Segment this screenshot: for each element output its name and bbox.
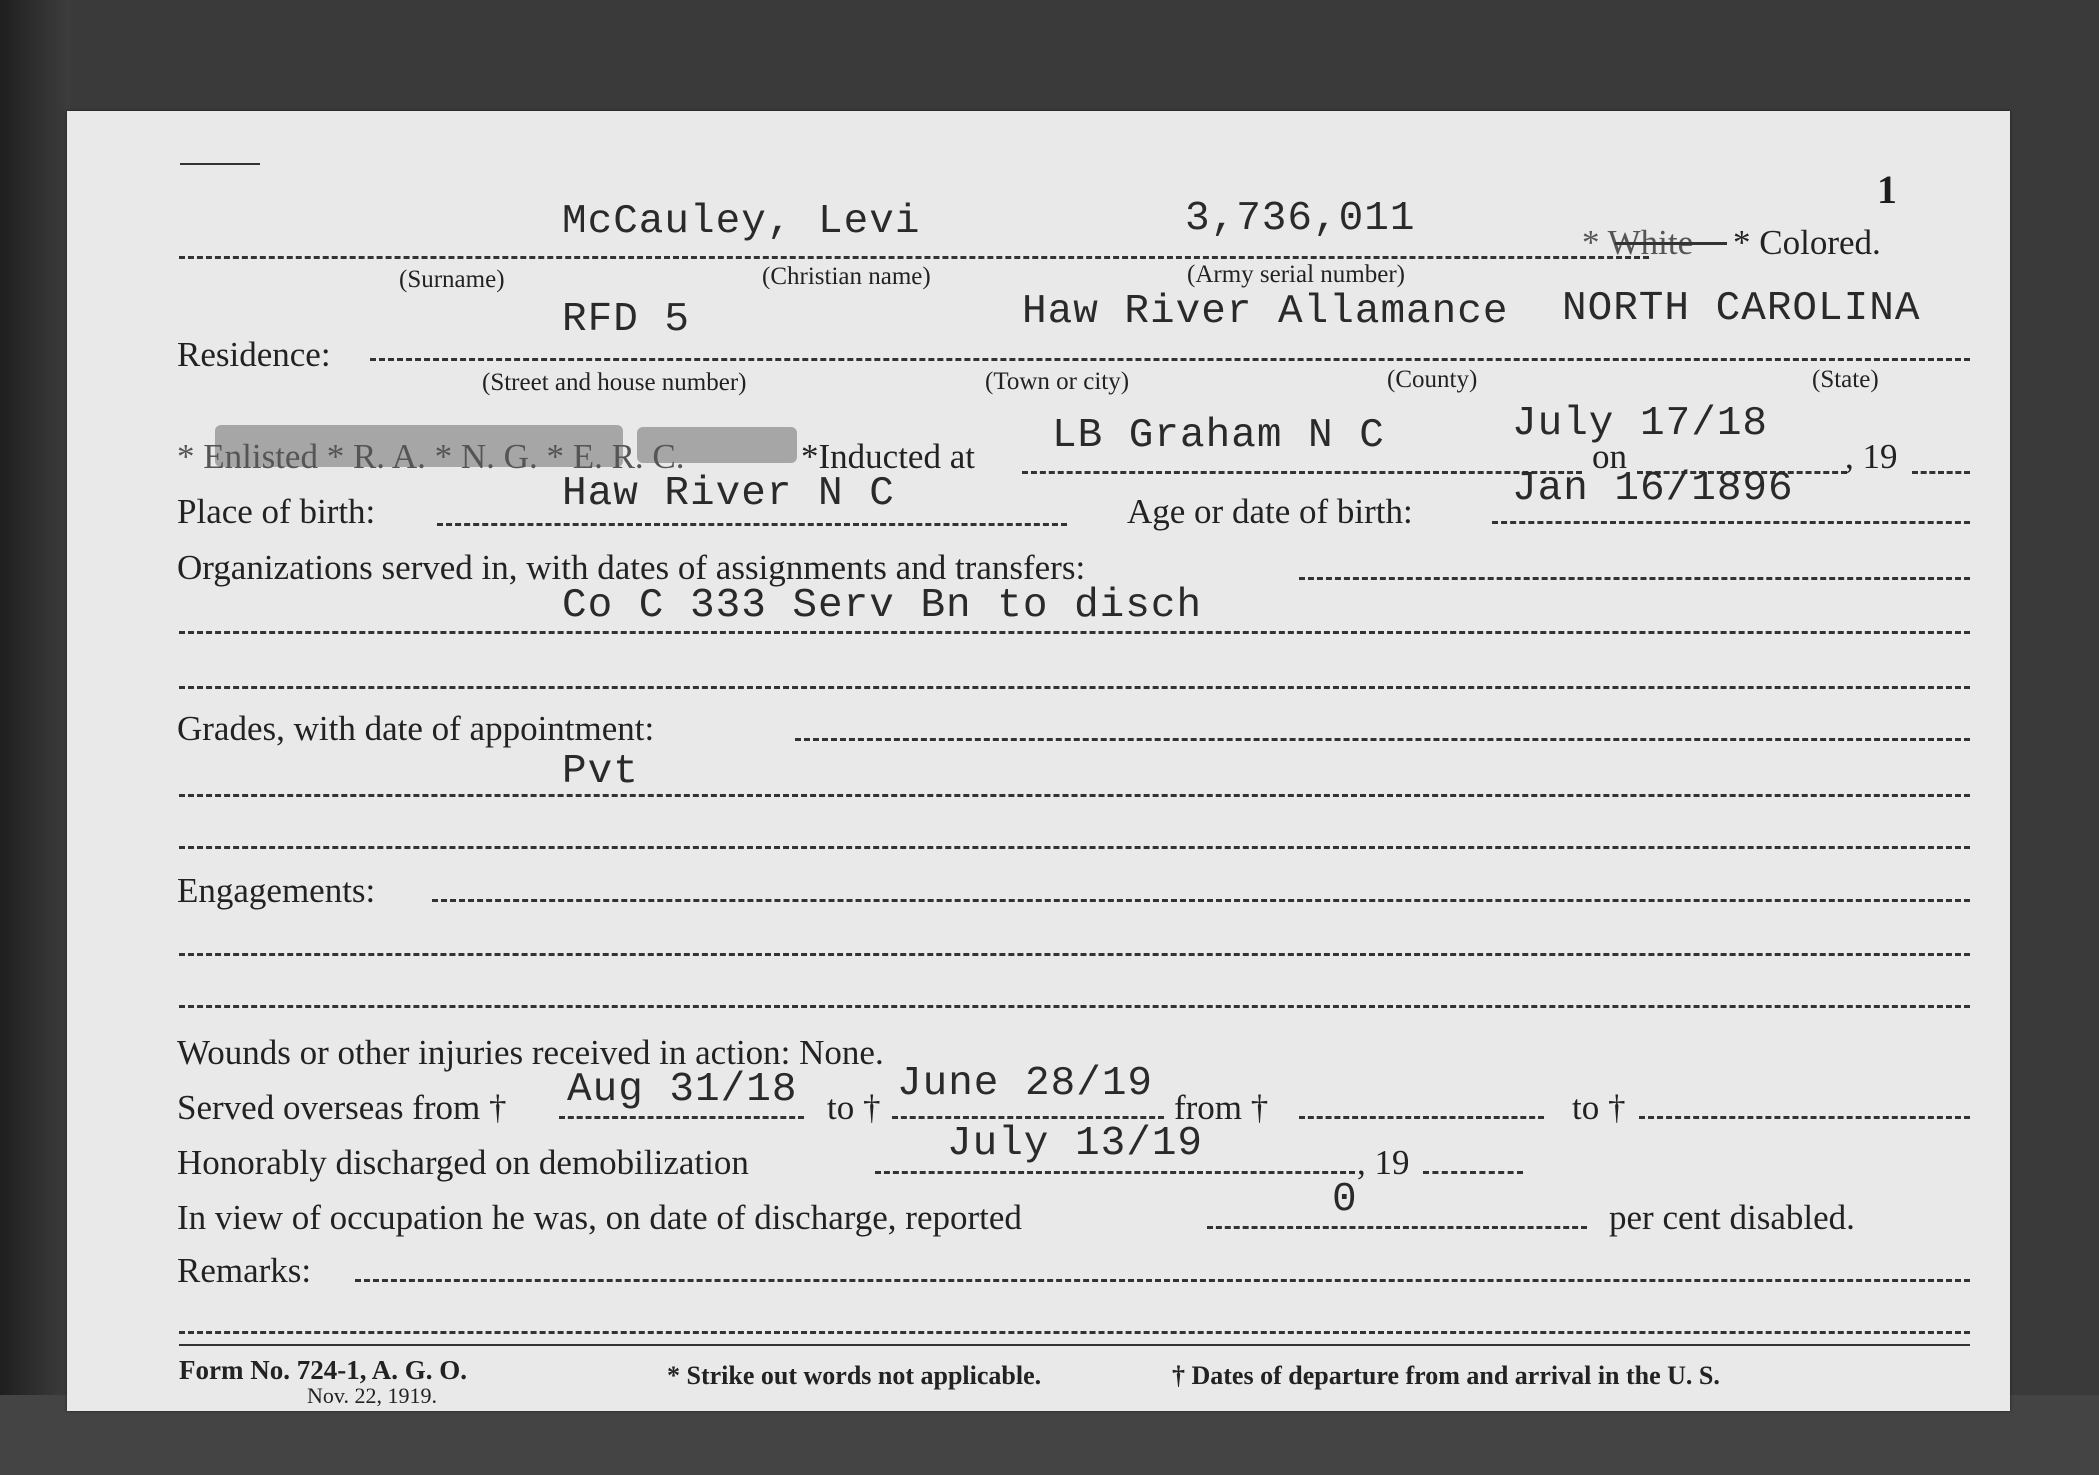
disability-line (1207, 1226, 1587, 1229)
organizations-line-1 (1299, 577, 1970, 580)
footer-rule (179, 1344, 1970, 1346)
engagements-line-3 (179, 1005, 1970, 1008)
inducted-year-line (1912, 471, 1970, 474)
dates-note: † Dates of departure from and arrival in the U. S. (1172, 1361, 1720, 1390)
remarks-line-2 (179, 1331, 1970, 1334)
caption-street: (Street and house number) (482, 369, 747, 396)
discharge-label: Honorably discharged on demobilization (177, 1143, 749, 1182)
overseas-from2-label: from † (1174, 1088, 1269, 1127)
overseas-to-label: to † (827, 1088, 881, 1127)
grades-line-3 (179, 846, 1970, 849)
organizations-value: Co C 333 Serv Bn to disch (562, 583, 1203, 629)
discharge-date-line (875, 1171, 1355, 1174)
form-date: Nov. 22, 1919. (307, 1383, 437, 1408)
engagements-line-1 (432, 899, 1970, 902)
race-white-strike (1615, 242, 1727, 245)
inducted-place-value: LB Graham N C (1052, 413, 1385, 459)
race-white-option: * White (1582, 223, 1694, 262)
caption-surname: (Surname) (399, 266, 505, 293)
overseas-to-value: June 28/19 (897, 1061, 1154, 1107)
remarks-label: Remarks: (177, 1251, 312, 1290)
name-line (179, 256, 1649, 259)
birthplace-value: Haw River N C (562, 471, 895, 517)
discharge-year-line (1423, 1171, 1523, 1174)
grades-label: Grades, with date of appointment: (177, 709, 655, 748)
overseas-from2-line (1299, 1116, 1544, 1119)
caption-town: (Town or city) (985, 368, 1130, 395)
age-label: Age or date of birth: (1127, 492, 1413, 531)
strike-note: * Strike out words not applicable. (667, 1361, 1042, 1390)
overseas-from-line (559, 1116, 804, 1119)
inducted-place-line (1022, 471, 1582, 474)
organizations-line-3 (179, 686, 1970, 689)
birthplace-label: Place of birth: (177, 492, 376, 531)
inducted-date-value: July 17/18 (1512, 401, 1769, 447)
grades-value: Pvt (562, 749, 639, 795)
inducted-on-label: on (1592, 437, 1627, 476)
service-record-card (67, 111, 2010, 1411)
grades-line-2 (179, 794, 1970, 797)
form-number: Form No. 724-1, A. G. O. (179, 1355, 467, 1385)
overseas-to2-label: to † (1572, 1088, 1626, 1127)
card-number: 1 (1877, 167, 1897, 212)
residence-label: Residence: (177, 335, 331, 374)
race-colored-option: * Colored. (1733, 223, 1881, 262)
engagements-line-2 (179, 953, 1970, 956)
birthplace-line (437, 523, 1067, 526)
inducted-label: *Inducted at (801, 437, 975, 476)
disability-value: 0 (1332, 1177, 1358, 1223)
residence-state-value: NORTH CAROLINA (1562, 286, 1921, 332)
overseas-from-value: Aug 31/18 (567, 1067, 798, 1113)
serial-number-value: 3,736,011 (1185, 196, 1416, 242)
discharge-date-value: July 13/19 (947, 1121, 1204, 1167)
scan-border-left (0, 0, 70, 1475)
birth-date-value: Jan 16/1896 (1512, 466, 1794, 512)
overseas-to2-line (1639, 1116, 1970, 1119)
organizations-label: Organizations served in, with dates of assignments and transfers: (177, 548, 1086, 587)
caption-christian-name: (Christian name) (762, 263, 931, 290)
residence-line (370, 358, 1970, 361)
disability-label: In view of occupation he was, on date of discharge, reported (177, 1198, 1022, 1237)
top-rule (180, 163, 260, 165)
organizations-line-2 (179, 631, 1970, 634)
inducted-year-suffix: , 19 (1845, 437, 1898, 476)
overseas-label: Served overseas from † (177, 1088, 507, 1127)
caption-state: (State) (1812, 366, 1879, 393)
disability-suffix: per cent disabled. (1609, 1198, 1855, 1237)
caption-serial-number: (Army serial number) (1187, 261, 1405, 288)
discharge-year-suffix: , 19 (1357, 1143, 1410, 1182)
birth-date-line (1492, 521, 1970, 524)
caption-county: (County) (1387, 366, 1478, 393)
enlisted-options: * Enlisted * R. A. * N. G. * E. R. C. (177, 437, 685, 476)
residence-town-county-value: Haw River Allamance (1022, 289, 1509, 335)
grades-line-1 (795, 738, 1970, 741)
residence-street-value: RFD 5 (562, 297, 691, 343)
remarks-line-1 (355, 1279, 1970, 1282)
wounds-label: Wounds or other injuries received in action: None. (177, 1033, 884, 1072)
surname-value: McCauley, Levi (562, 199, 921, 245)
overseas-to-line (892, 1116, 1164, 1119)
engagements-label: Engagements: (177, 871, 376, 910)
